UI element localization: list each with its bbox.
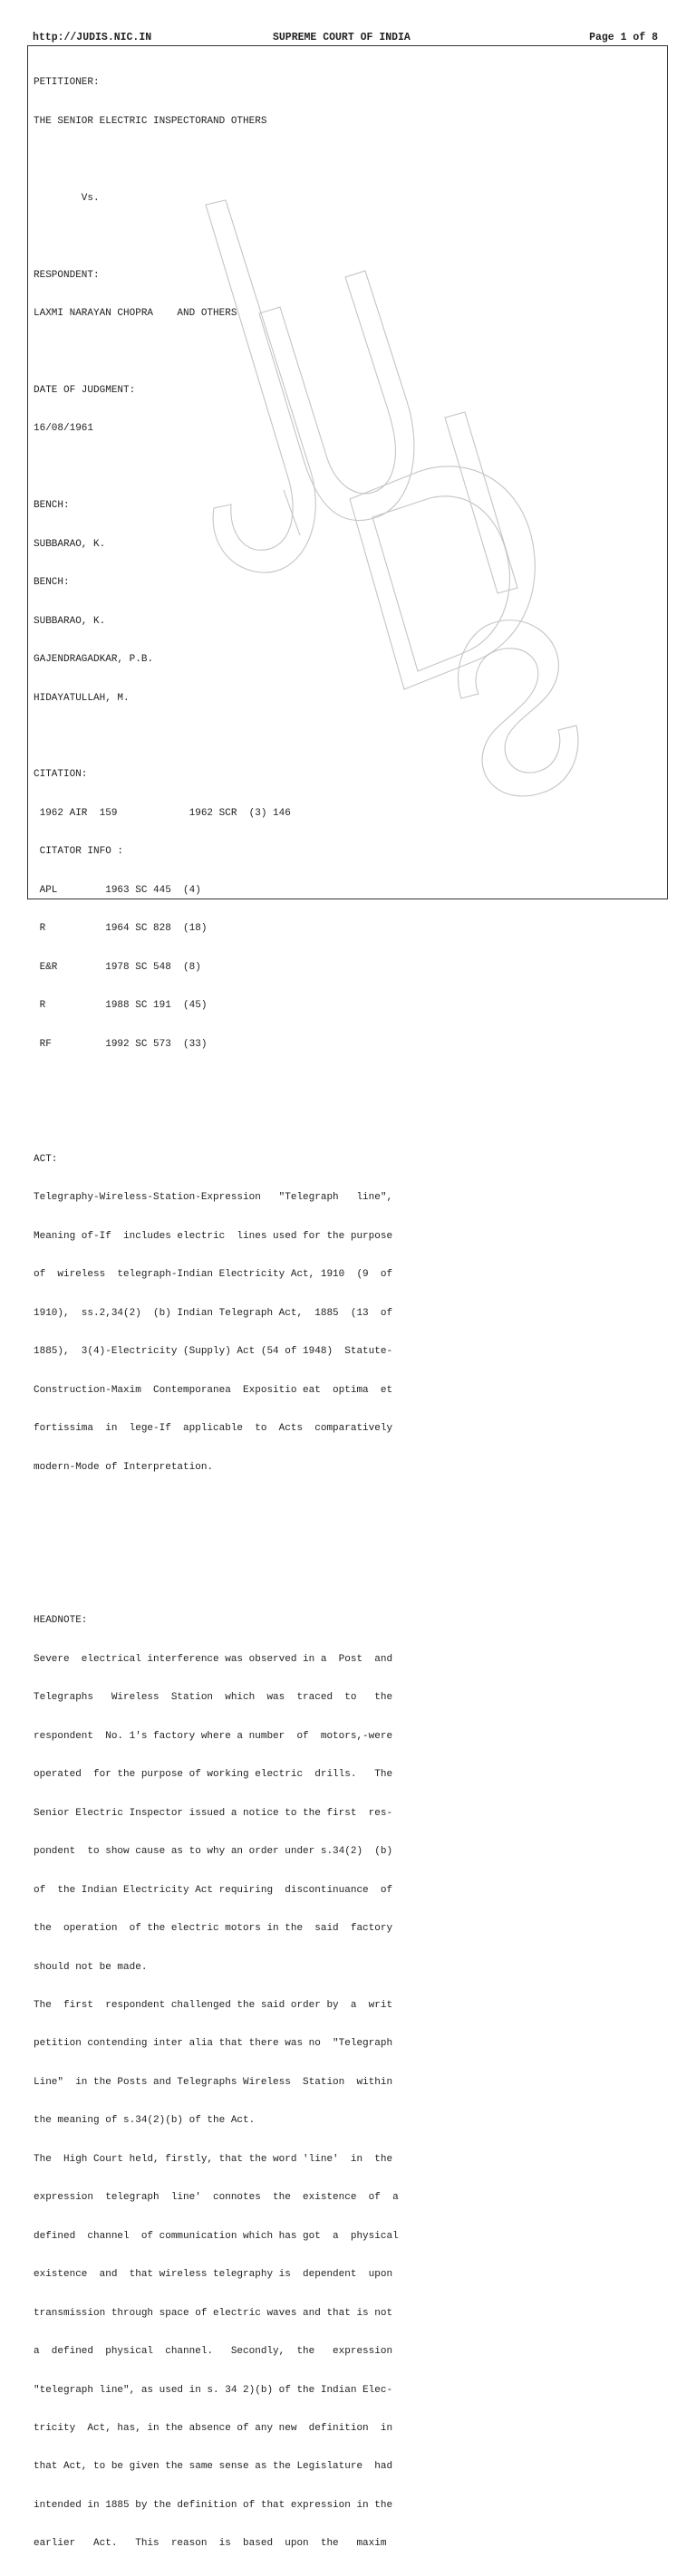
bench-judge: SUBBARAO, K. (34, 615, 106, 627)
headnote-line: of the Indian Electricity Act requiring discontinuance of (34, 1884, 393, 1896)
citator-row: R 1964 SC 828 (18) (34, 923, 208, 935)
headnote-line: Severe electrical interference was observed in a Post and (34, 1653, 393, 1665)
headnote-line: a defined physical channel. Secondly, the expression (34, 2346, 393, 2358)
page-number: Page 1 of 8 (589, 32, 658, 43)
judgment-text (34, 51, 469, 2576)
headnote-line: Senior Electric Inspector issued a notice to the first res- (34, 1807, 393, 1819)
watermark-letter-s (458, 620, 577, 796)
act-line: Meaning of-If includes electric lines used for the purpose (34, 1230, 393, 1242)
bench-value: SUBBARAO, K. (34, 538, 106, 550)
headnote-line: transmission through space of electric waves and that is not (34, 2307, 393, 2319)
headnote-line: expression telegraph line' connotes the existence of a (34, 2192, 399, 2204)
petitioner-label: PETITIONER: (34, 77, 100, 89)
citator-row: E&R 1978 SC 548 (8) (34, 961, 201, 973)
act-line: fortissima in lege-If applicable to Acts comparatively (34, 1423, 393, 1435)
headnote-line: Telegraphs Wireless Station which was traced to the (34, 1692, 393, 1704)
page-header (33, 32, 658, 44)
headnote-line: the operation of the electric motors in the said factory (34, 1923, 393, 1935)
act-line: of wireless telegraph-Indian Electricity Act, 1910 (9 of (34, 1269, 393, 1281)
act-line: modern-Mode of Interpretation. (34, 1461, 214, 1473)
versus: Vs. (34, 192, 100, 204)
respondent-value: LAXMI NARAYAN CHOPRA AND OTHERS (34, 308, 237, 320)
headnote-line: intended in 1885 by the definition of that expression in the (34, 2499, 393, 2511)
headnote-line: Line" in the Posts and Telegraphs Wireless Station within (34, 2076, 393, 2088)
headnote-line: that Act, to be given the same sense as the Legislature had (34, 2461, 393, 2473)
bench-label-2: BENCH: (34, 577, 70, 589)
document-frame (27, 45, 668, 2550)
citator-info-label: CITATOR INFO : (34, 846, 124, 858)
headnote-line: respondent No. 1's factory where a number of motors,-were (34, 1730, 393, 1742)
headnote-line: should not be made. (34, 1961, 148, 1973)
source-url: http://JUDIS.NIC.IN (33, 32, 152, 43)
act-line: Telegraphy-Wireless-Station-Expression "Telegraph line", (34, 1192, 393, 1204)
bench-judge: HIDAYATULLAH, M. (34, 692, 130, 704)
act-line: 1885), 3(4)-Electricity (Supply) Act (54 of 1948) Statute- (34, 1346, 393, 1358)
citator-row: RF 1992 SC 573 (33) (34, 1038, 208, 1050)
citation-label: CITATION: (34, 769, 88, 781)
headnote-label: HEADNOTE: (34, 1615, 88, 1627)
bench-judge: GAJENDRAGADKAR, P.B. (34, 654, 154, 666)
citation-main: 1962 AIR 159 1962 SCR (3) 146 (34, 807, 291, 819)
respondent-label: RESPONDENT: (34, 269, 100, 281)
citator-row: APL 1963 SC 445 (4) (34, 884, 201, 896)
judgment-date-value: 16/08/1961 (34, 423, 94, 435)
headnote-line: pondent to show cause as to why an order under s.34(2) (b) (34, 1846, 393, 1858)
headnote-line: earlier Act. This reason is based upon the maxim (34, 2538, 387, 2550)
bench-label: BENCH: (34, 500, 70, 512)
headnote-line: petition contending inter alia that there was no "Telegraph (34, 2038, 393, 2050)
headnote-line: operated for the purpose of working electric drills. The (34, 1769, 393, 1781)
headnote-line: the meaning of s.34(2)(b) of the Act. (34, 2115, 256, 2127)
headnote-line: tricity Act, has, in the absence of any new definition in (34, 2422, 393, 2434)
act-line: 1910), ss.2,34(2) (b) Indian Telegraph Act, 1885 (13 of (34, 1307, 393, 1319)
headnote-line: defined channel of communication which has got a physical (34, 2230, 399, 2242)
petitioner-value: THE SENIOR ELECTRIC INSPECTORAND OTHERS (34, 115, 267, 127)
headnote-line: The High Court held, firstly, that the word 'line' in the (34, 2153, 393, 2165)
headnote-line: "telegraph line", as used in s. 34 2)(b) of the Indian Elec- (34, 2384, 393, 2396)
headnote-line: existence and that wireless telegraphy is dependent upon (34, 2269, 393, 2281)
court-name: SUPREME COURT OF INDIA (273, 32, 411, 43)
act-label: ACT: (34, 1154, 58, 1165)
judgment-date-label: DATE OF JUDGMENT: (34, 384, 136, 396)
act-line: Construction-Maxim Contemporanea Expositio eat optima et (34, 1384, 393, 1396)
citator-row: R 1988 SC 191 (45) (34, 1000, 208, 1012)
headnote-line: The first respondent challenged the said order by a writ (34, 1999, 393, 2011)
